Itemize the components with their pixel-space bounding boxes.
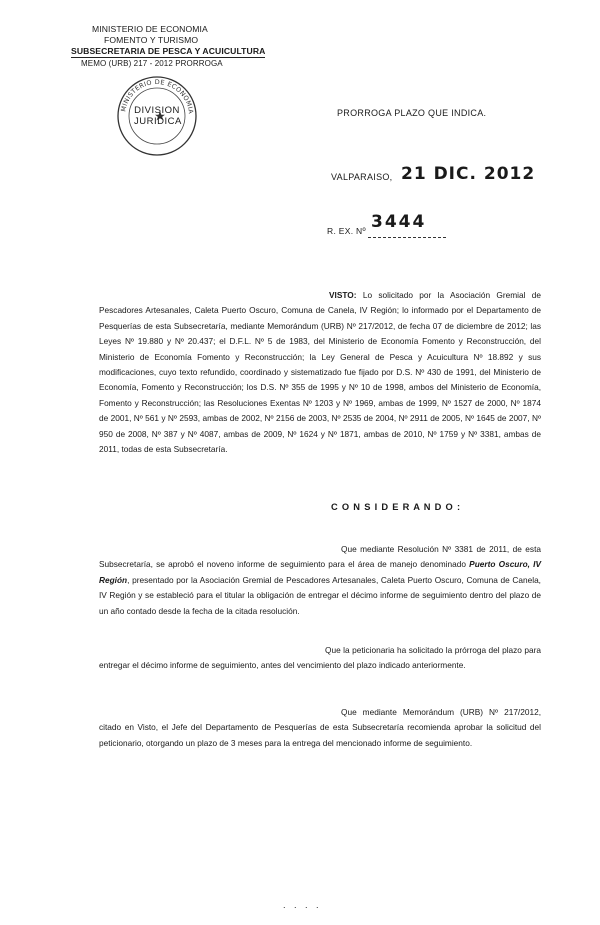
considerando-p3-text: Que mediante Memorándum (URB) Nº 217/2012, citado en Visto, el Jefe del Departamento de Pesquerías de esta Subsecretaría recomienda aprobar la solicitud del peticionario, otorgando un plazo de 3 meses para la entrega del mencionado informe de seguimiento. — [99, 707, 541, 748]
page-continuation-mark: . . . . — [283, 900, 322, 910]
memo-reference: MEMO (URB) 217 - 2012 PRORROGA — [81, 59, 223, 68]
handwritten-date: 21 DIC. 2012 — [401, 164, 536, 184]
considerando-paragraph-3 — [99, 705, 541, 751]
place-label: VALPARAISO, — [331, 172, 393, 182]
considerando-paragraph-1 — [99, 542, 541, 619]
document-subject: PRORROGA PLAZO QUE INDICA. — [337, 108, 487, 118]
visto-section — [99, 288, 541, 457]
svg-text:MINISTERIO DE ECONOMIA · SUBS.: MINISTERIO DE ECONOMIA — [119, 77, 195, 115]
considerando-p2-text: Que la peticionaria ha solicitado la prórroga del plazo para entregar el décimo informe de seguimiento, antes del vencimiento del plazo indicado anteriormente. — [99, 645, 541, 671]
resolution-label: R. EX. Nº — [327, 226, 366, 236]
ministry-line-1: MINISTERIO DE ECONOMIA — [92, 24, 208, 34]
stamp-line-2: JURIDICA — [134, 116, 182, 127]
considerando-heading: C O N S I D E R A N D O : — [331, 502, 461, 512]
considerando-p1-part-a: Que mediante Resolución Nº 3381 de 2011, de esta Subsecretaría, se aprobó el noveno informe de seguimiento para el área de manejo denominado — [99, 544, 541, 570]
subsecretaria-name: SUBSECRETARIA DE PESCA Y ACUICULTURA — [71, 46, 266, 56]
visto-text: Lo solicitado por la Asociación Gremial de Pescadores Artesanales, Caleta Puerto Oscuro, Comuna de Canela, IV Región; lo informado por el Departamento de Pesquerías de esta Subsecretaría, mediante Memorándum (URB) Nº 217/2012, de fecha 07 de diciembre de 2012; las Leyes Nº 19.880 y Nº 20.437; el D.F.L. Nº 5 de 1983, del Ministerio de Economía Fomento y Reconstrucción, del Ministerio de Economía Fomento y Reconstrucción; la Ley General de Pesca y Acuicultura Nº 18.892 y sus modificaciones, cuyo texto refundido, coordinado y sistematizado fue fijado por D.S. Nº 430 de 1991, del Ministerio de Economía, Fomento y Reconstrucción; los D.S. Nº 355 de 1995 y Nº 10 de 1998, ambos del Ministerio de Economía, Fomento y Reconstrucción; las Resoluciones Exentas Nº 1203 y Nº 1969, ambas de 1999, Nº 1527 de 2000, Nº 1874 de 2001, Nº 561 y Nº 2593, ambas de 2002, Nº 2156 de 2003, Nº 2535 de 2004, Nº 2911 de 2005, Nº 1645 de 2007, Nº 950 de 2008, Nº 387 y Nº 4087, ambas de 2009, Nº 1624 y Nº 1871, ambas de 2010, Nº 1759 y Nº 3381, ambas de 2011, todas de esta Subsecretaría. — [99, 290, 541, 455]
division-juridica-stamp — [116, 75, 198, 157]
considerando-p1-part-b: , presentado por la Asociación Gremial de Pescadores Artesanales, Caleta Puerto Oscuro, Comuna de Canela, IV Región y se estableció para el titular la obligación de entregar el décimo informe de seguimiento dentro del plazo de un año contado desde la fecha de la citada resolución. — [99, 574, 541, 616]
considerando-paragraph-2 — [99, 643, 541, 674]
resolution-number-underline — [368, 237, 446, 238]
stamp-line-1: DIVISION — [134, 105, 180, 116]
visto-label: VISTO: — [329, 290, 357, 300]
resolution-number: 3444 — [371, 212, 427, 232]
area-name: Puerto Oscuro, IV Región — [99, 559, 541, 585]
ministry-line-2: FOMENTO Y TURISMO — [104, 35, 199, 45]
